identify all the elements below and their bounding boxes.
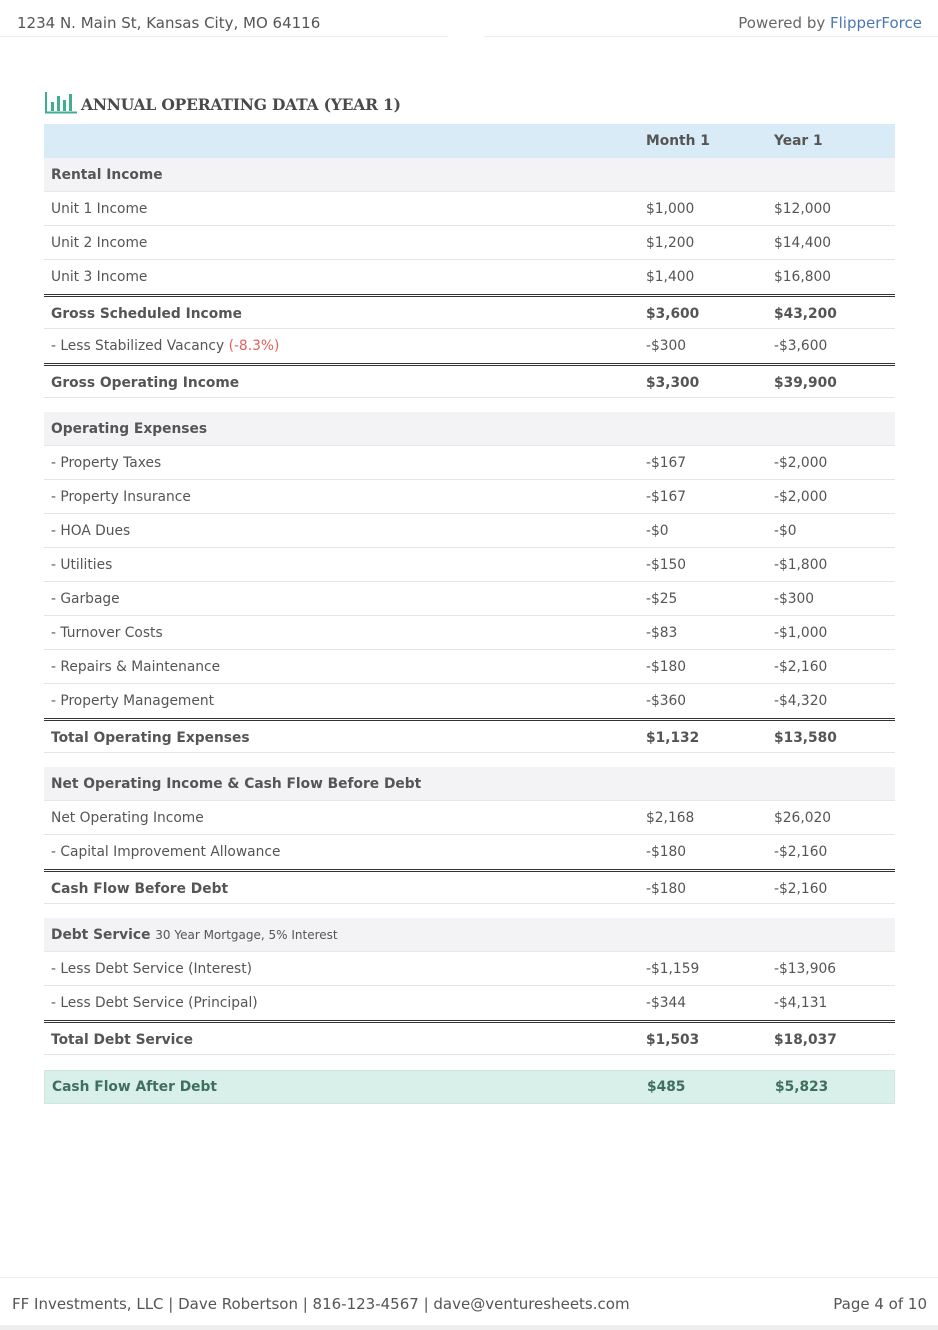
row-month: -$83 bbox=[646, 625, 678, 641]
row-label: Net Operating Income bbox=[51, 810, 204, 826]
group-rental-income bbox=[44, 158, 895, 192]
table-row bbox=[44, 446, 895, 480]
group-label bbox=[51, 927, 338, 943]
row-month: $3,300 bbox=[646, 375, 700, 391]
row-year: -$3,600 bbox=[774, 338, 828, 354]
row-year: $26,020 bbox=[774, 810, 832, 826]
header-divider-right bbox=[484, 36, 938, 37]
table-row bbox=[44, 650, 895, 684]
bar-chart-icon bbox=[45, 92, 77, 114]
row-label: Unit 1 Income bbox=[51, 201, 148, 217]
row-label: Unit 2 Income bbox=[51, 235, 148, 251]
vacancy-row bbox=[44, 329, 895, 363]
total-operating-expenses-row bbox=[44, 718, 895, 753]
gross-operating-income-row bbox=[44, 363, 895, 398]
row-label: - Garbage bbox=[51, 591, 120, 607]
group-label: Operating Expenses bbox=[51, 421, 208, 437]
row-year: $5,823 bbox=[775, 1079, 829, 1095]
vacancy-percent: (-8.3%) bbox=[228, 338, 280, 354]
table-row bbox=[44, 260, 895, 294]
operating-data-table bbox=[44, 124, 895, 1104]
row-year: -$13,906 bbox=[774, 961, 837, 977]
row-month: $1,200 bbox=[646, 235, 695, 251]
property-address: 1234 N. Main St, Kansas City, MO 64116 bbox=[17, 14, 321, 32]
table-row bbox=[44, 480, 895, 514]
row-year: -$300 bbox=[774, 591, 815, 607]
row-year: -$1,000 bbox=[774, 625, 828, 641]
row-month: -$0 bbox=[646, 523, 669, 539]
row-month: -$167 bbox=[646, 489, 687, 505]
table-row bbox=[44, 835, 895, 869]
row-label: Unit 3 Income bbox=[51, 269, 148, 285]
footer-band bbox=[0, 1325, 938, 1330]
row-month: -$300 bbox=[646, 338, 687, 354]
row-year: -$2,160 bbox=[774, 881, 828, 897]
table-row bbox=[44, 616, 895, 650]
row-year: $14,400 bbox=[774, 235, 832, 251]
total-debt-service-row bbox=[44, 1020, 895, 1055]
group-operating-expenses bbox=[44, 412, 895, 446]
mortgage-note: 30 Year Mortgage, 5% Interest bbox=[155, 928, 338, 942]
section-spacer bbox=[44, 904, 895, 918]
section-spacer bbox=[44, 398, 895, 412]
table-row bbox=[44, 801, 895, 835]
group-noi bbox=[44, 767, 895, 801]
section-spacer bbox=[44, 753, 895, 767]
page-number: Page 4 of 10 bbox=[833, 1295, 927, 1313]
table-row bbox=[44, 582, 895, 616]
page-header bbox=[0, 0, 938, 37]
row-month: -$180 bbox=[646, 844, 687, 860]
table-row bbox=[44, 986, 895, 1020]
row-year: $12,000 bbox=[774, 201, 832, 217]
row-label: - Repairs & Maintenance bbox=[51, 659, 221, 675]
row-label: - Capital Improvement Allowance bbox=[51, 844, 281, 860]
row-month: $1,503 bbox=[646, 1032, 700, 1048]
row-year: -$0 bbox=[774, 523, 797, 539]
row-month: $3,600 bbox=[646, 306, 700, 322]
group-debt-service bbox=[44, 918, 895, 952]
row-month: -$180 bbox=[646, 659, 687, 675]
row-label: Gross Scheduled Income bbox=[51, 306, 242, 322]
table-row bbox=[44, 952, 895, 986]
group-label: Rental Income bbox=[51, 167, 163, 183]
table-header bbox=[44, 124, 895, 158]
cash-flow-after-debt-row bbox=[44, 1070, 895, 1104]
column-header-month: Month 1 bbox=[646, 133, 710, 149]
row-label bbox=[51, 338, 279, 354]
row-label: Total Debt Service bbox=[51, 1032, 193, 1048]
row-month: -$344 bbox=[646, 995, 687, 1011]
row-month: -$167 bbox=[646, 455, 687, 471]
row-month: $485 bbox=[647, 1079, 686, 1095]
footer-divider bbox=[0, 1277, 938, 1278]
row-month: -$1,159 bbox=[646, 961, 700, 977]
contact-info: FF Investments, LLC | Dave Robertson | 816-123-4567 | dave@venturesheets.com bbox=[12, 1295, 630, 1313]
section-title-text: ANNUAL OPERATING DATA (YEAR 1) bbox=[81, 95, 401, 114]
cash-flow-before-debt-row bbox=[44, 869, 895, 904]
group-label: Net Operating Income & Cash Flow Before Debt bbox=[51, 776, 422, 792]
row-label: Gross Operating Income bbox=[51, 375, 240, 391]
row-year: $43,200 bbox=[774, 306, 837, 322]
powered-by-prefix: Powered by bbox=[738, 14, 830, 32]
row-label: - Turnover Costs bbox=[51, 625, 163, 641]
header-divider-left bbox=[0, 36, 448, 37]
row-month: $2,168 bbox=[646, 810, 695, 826]
vacancy-label: - Less Stabilized Vacancy bbox=[51, 338, 225, 354]
row-year: -$4,320 bbox=[774, 693, 828, 709]
row-year: -$2,000 bbox=[774, 455, 828, 471]
row-month: $1,400 bbox=[646, 269, 695, 285]
table-row bbox=[44, 548, 895, 582]
section-spacer bbox=[44, 1055, 895, 1070]
row-month: -$180 bbox=[646, 881, 687, 897]
page-footer bbox=[0, 1277, 938, 1330]
row-label: - Less Debt Service (Interest) bbox=[51, 961, 253, 977]
row-year: -$1,800 bbox=[774, 557, 828, 573]
row-label: Cash Flow After Debt bbox=[52, 1079, 217, 1095]
row-label: Cash Flow Before Debt bbox=[51, 881, 229, 897]
row-year: $13,580 bbox=[774, 730, 837, 746]
row-year: -$2,000 bbox=[774, 489, 828, 505]
section-title bbox=[45, 88, 401, 114]
table-row bbox=[44, 226, 895, 260]
row-month: -$25 bbox=[646, 591, 678, 607]
table-row bbox=[44, 684, 895, 718]
row-year: $18,037 bbox=[774, 1032, 837, 1048]
row-year: -$2,160 bbox=[774, 844, 828, 860]
row-label: Total Operating Expenses bbox=[51, 730, 250, 746]
table-row bbox=[44, 514, 895, 548]
row-label: - Less Debt Service (Principal) bbox=[51, 995, 258, 1011]
row-label: - Property Insurance bbox=[51, 489, 191, 505]
row-year: $39,900 bbox=[774, 375, 837, 391]
table-row bbox=[44, 192, 895, 226]
row-label: - Utilities bbox=[51, 557, 113, 573]
row-month: $1,132 bbox=[646, 730, 700, 746]
row-year: -$2,160 bbox=[774, 659, 828, 675]
gross-scheduled-income-row bbox=[44, 294, 895, 329]
row-label: - Property Management bbox=[51, 693, 215, 709]
row-label: - HOA Dues bbox=[51, 523, 131, 539]
row-month: -$360 bbox=[646, 693, 687, 709]
row-month: -$150 bbox=[646, 557, 687, 573]
brand-link[interactable]: FlipperForce bbox=[830, 14, 922, 32]
row-year: $16,800 bbox=[774, 269, 832, 285]
debt-service-label: Debt Service bbox=[51, 927, 151, 943]
row-month: $1,000 bbox=[646, 201, 695, 217]
row-year: -$4,131 bbox=[774, 995, 828, 1011]
column-header-year: Year 1 bbox=[774, 133, 823, 149]
row-label: - Property Taxes bbox=[51, 455, 162, 471]
powered-by bbox=[738, 14, 922, 32]
